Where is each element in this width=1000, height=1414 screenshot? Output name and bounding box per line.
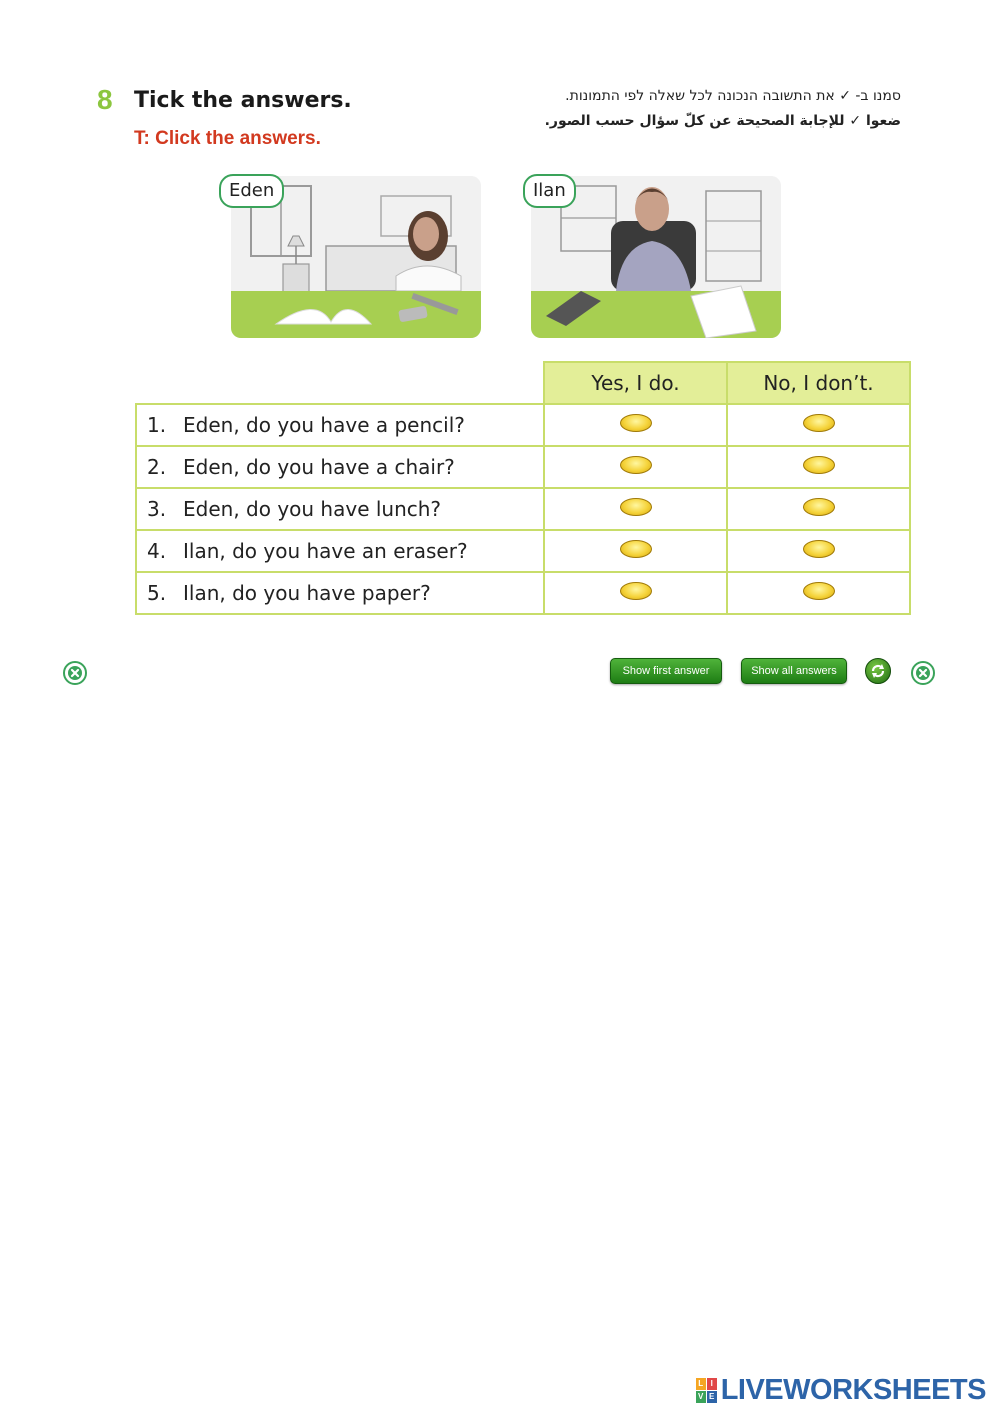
question-number: 4. <box>147 539 167 563</box>
teacher-instruction: T: Click the answers. <box>134 128 321 149</box>
question-number: 2. <box>147 455 167 479</box>
question-number: 5. <box>147 581 167 605</box>
answer-no-q5[interactable] <box>803 582 835 600</box>
answer-yes-q5[interactable] <box>620 582 652 600</box>
exercise-number: 8 <box>97 84 113 115</box>
question-text: Eden, do you have a chair? <box>183 455 455 479</box>
refresh-icon[interactable] <box>865 658 891 684</box>
question-text: Eden, do you have a pencil? <box>183 413 465 437</box>
eden-name-label: Eden <box>219 174 284 208</box>
answer-yes-q4[interactable] <box>620 540 652 558</box>
instruction-arabic: ضعوا ✓ للإجابة الصحيحة عن كلّ سؤال حسب الصور. <box>544 113 901 129</box>
question-number: 1. <box>147 413 167 437</box>
show-first-answer-button[interactable]: Show first answer <box>610 658 722 684</box>
table-row <box>136 446 910 488</box>
answer-yes-q3[interactable] <box>620 498 652 516</box>
instruction-hebrew: סמנו ב- ✓ את התשובה הנכונה לכל שאלה לפי התמונות. <box>565 88 901 104</box>
answer-no-q4[interactable] <box>803 540 835 558</box>
answer-no-q1[interactable] <box>803 414 835 432</box>
exercise-title: Tick the answers. <box>134 88 352 113</box>
logo-mark-icon <box>696 1378 717 1403</box>
logo-letter-tile: I <box>707 1378 717 1390</box>
table-row <box>136 530 910 572</box>
header-no: No, I don’t. <box>727 362 910 404</box>
answer-no-q3[interactable] <box>803 498 835 516</box>
header-yes: Yes, I do. <box>544 362 727 404</box>
close-icon[interactable] <box>911 661 935 685</box>
question-text: Eden, do you have lunch? <box>183 497 442 521</box>
table-row <box>136 404 910 446</box>
questions-table <box>135 361 911 615</box>
question-number: 3. <box>147 497 167 521</box>
table-header-row <box>136 362 910 404</box>
logo-letter-tile: V <box>696 1391 706 1403</box>
logo-letter-tile: E <box>707 1391 717 1403</box>
ilan-name-label: Ilan <box>523 174 576 208</box>
question-text: Ilan, do you have paper? <box>183 581 431 605</box>
liveworksheets-logo <box>696 1374 986 1407</box>
question-text: Ilan, do you have an eraser? <box>183 539 468 563</box>
show-all-answers-button[interactable]: Show all answers <box>741 658 847 684</box>
answer-yes-q1[interactable] <box>620 414 652 432</box>
answer-no-q2[interactable] <box>803 456 835 474</box>
logo-letter-tile: L <box>696 1378 706 1390</box>
close-icon[interactable] <box>63 661 87 685</box>
answer-yes-q2[interactable] <box>620 456 652 474</box>
table-row <box>136 488 910 530</box>
table-row <box>136 572 910 614</box>
brand-name: LIVEWORKSHEETS <box>720 1374 986 1406</box>
